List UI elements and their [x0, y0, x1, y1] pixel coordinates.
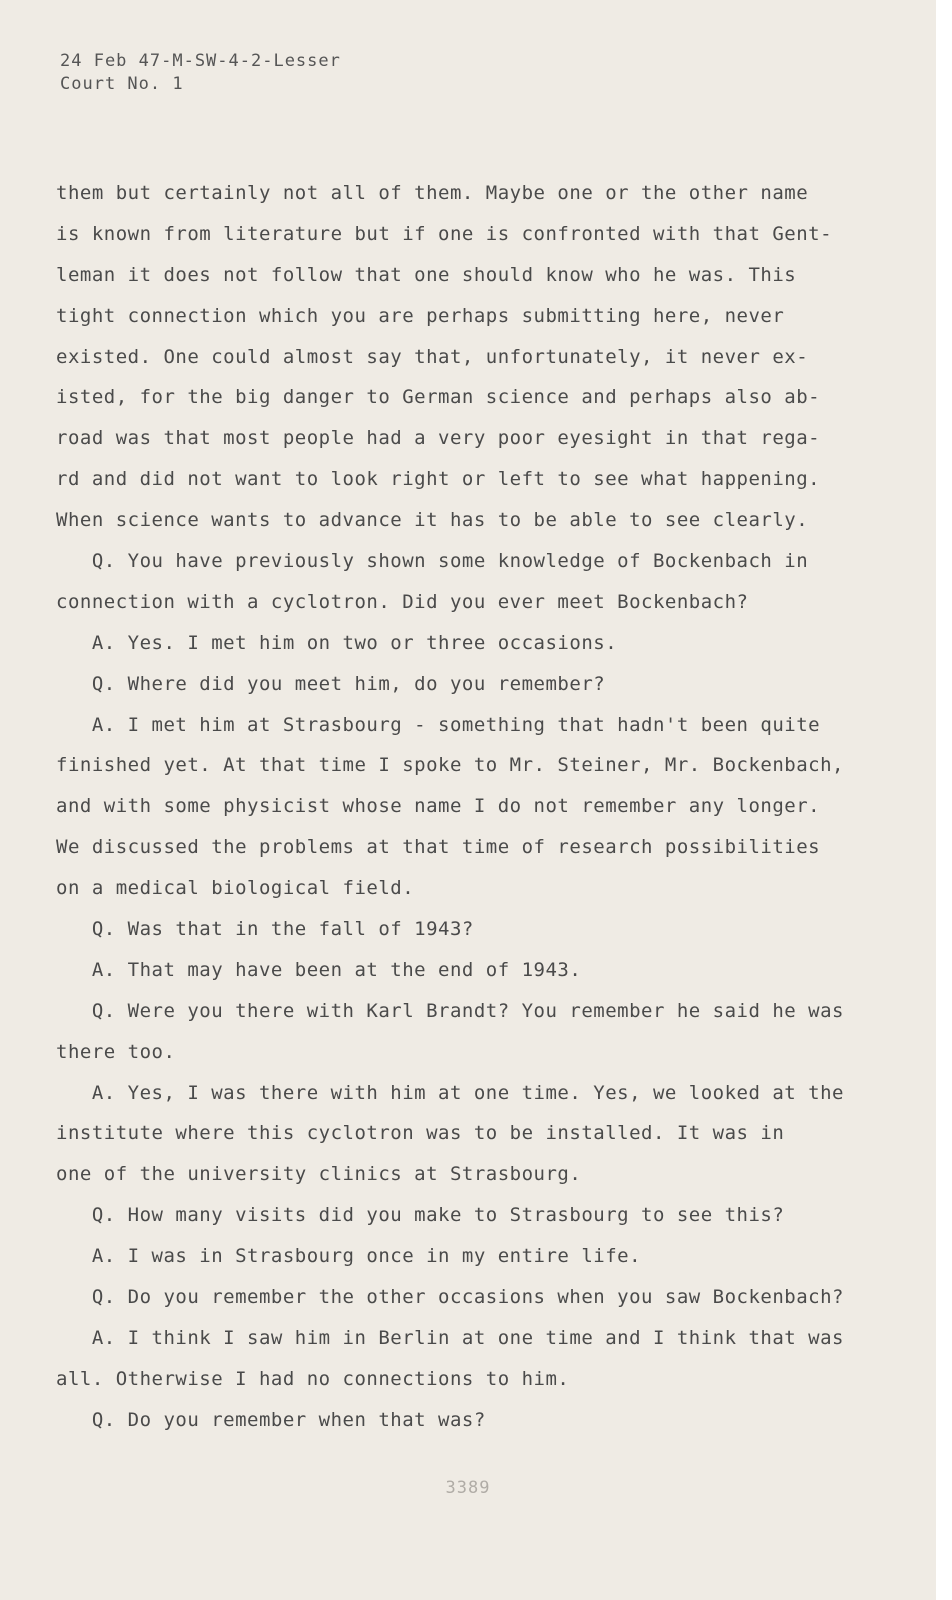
page-number: 3389 — [445, 1478, 491, 1498]
transcript-line: on a medical biological field. — [56, 877, 415, 900]
transcript-body — [56, 173, 896, 1441]
transcript-line: tight connection which you are perhaps submitting here, never — [56, 304, 785, 327]
transcript-line: A. That may have been at the end of 1943. — [56, 958, 582, 981]
transcript-line: Q. Where did you meet him, do you remember? — [56, 672, 606, 695]
scan-edge — [936, 0, 952, 1600]
transcript-line: A. Yes, I was there with him at one time. Yes, we looked at the — [56, 1081, 844, 1104]
transcript-line: When science wants to advance it has to be able to see clearly. — [56, 509, 809, 532]
transcript-line: there too. — [56, 1040, 176, 1063]
transcript-line: A. I think I saw him in Berlin at one time and I think that was — [56, 1326, 844, 1349]
document-header — [60, 50, 341, 96]
transcript-line: existed. One could almost say that, unfortunately, it never ex- — [56, 345, 809, 368]
transcript-line: A. Yes. I met him on two or three occasions. — [56, 631, 618, 654]
transcript-line: isted, for the big danger to German science and perhaps also ab- — [56, 386, 821, 409]
transcript-line: is known from literature but if one is confronted with that Gent- — [56, 222, 833, 245]
transcript-line: one of the university clinics at Strasbourg. — [56, 1163, 582, 1186]
transcript-line: Q. Do you remember when that was? — [56, 1408, 486, 1431]
transcript-line: and with some physicist whose name I do not remember any longer. — [56, 795, 821, 818]
transcript-line: road was that most people had a very poor eyesight in that rega- — [56, 427, 821, 450]
transcript-line: rd and did not want to look right or left to see what happening. — [56, 468, 821, 491]
transcript-line: leman it does not follow that one should know who he was. This — [56, 263, 797, 286]
transcript-line: Q. How many visits did you make to Strasbourg to see this? — [56, 1204, 785, 1227]
transcript-line: Q. Were you there with Karl Brandt? You remember he said he was — [56, 999, 844, 1022]
transcript-line: A. I was in Strasbourg once in my entire life. — [56, 1245, 642, 1268]
transcript-line: institute where this cyclotron was to be installed. It was in — [56, 1122, 785, 1145]
header-court-line: Court No. 1 — [60, 74, 184, 94]
transcript-line: Q. You have previously shown some knowledge of Bockenbach in — [56, 550, 809, 573]
transcript-line: connection with a cyclotron. Did you ever meet Bockenbach? — [56, 590, 749, 613]
transcript-line: Q. Do you remember the other occasions when you saw Bockenbach? — [56, 1286, 844, 1309]
transcript-line: A. I met him at Strasbourg - something that hadn't been quite — [56, 713, 821, 736]
transcript-line: them but certainly not all of them. Maybe one or the other name — [56, 182, 809, 204]
transcript-line: Q. Was that in the fall of 1943? — [56, 918, 474, 941]
transcript-line: all. Otherwise I had no connections to him. — [56, 1367, 570, 1390]
transcript-line: We discussed the problems at that time of research possibilities — [56, 836, 821, 859]
header-reference-line: 24 Feb 47-M-SW-4-2-Lesser — [60, 51, 341, 71]
transcript-line: finished yet. At that time I spoke to Mr. Steiner, Mr. Bockenbach, — [56, 754, 844, 777]
